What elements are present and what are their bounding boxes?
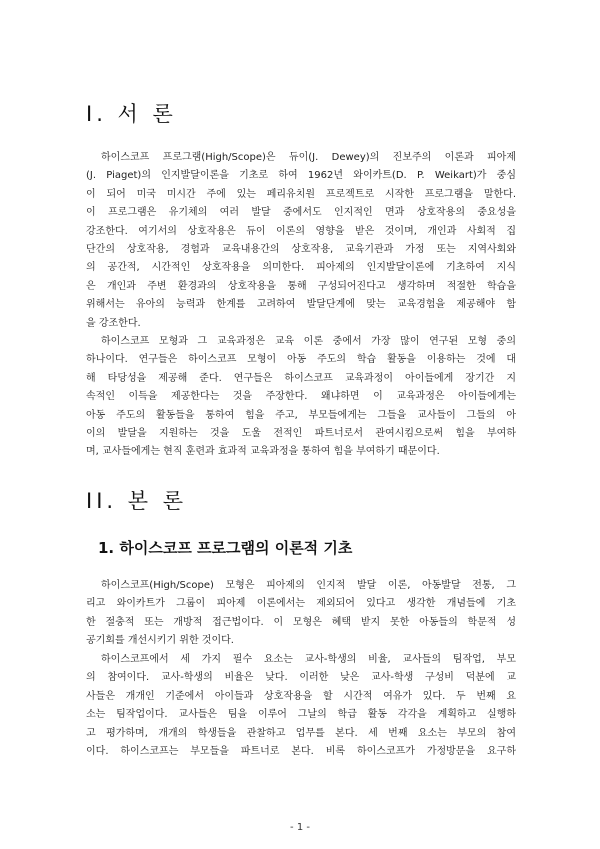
intro-paragraph-1 — [86, 149, 516, 333]
text-line: 의 공간적, 시간적인 상호작용을 의미한다. 피아제의 인지발달이론에 기초하여 지식 — [86, 262, 516, 274]
text-line: 속적인 이득을 제공한다는 것을 주장한다. 왜냐하면 이 교육과정은 아이들에게는 — [86, 391, 516, 403]
text-line: 한 절충적 또는 개방적 접근법이다. 이 모형은 혜택 받지 못한 아동들의 학문적 성 — [86, 616, 516, 628]
text-line: 단간의 상호작용, 경험과 교육내용간의 상호작용, 교육기관과 가정 또는 지역사회와 — [86, 243, 516, 255]
text-line: 이 프로그램은 유기체의 여러 발달 중에서도 인지적인 면과 상호작용의 중요성을 — [86, 207, 516, 219]
text-line: 하이스코프 프로그램(High/Scope)은 듀이(J. Dewey)의 진보주의 이론과 피아제 — [101, 152, 516, 163]
intro-paragraph-2 — [86, 333, 516, 462]
text-line: 하이스코프(High/Scope) 모형은 피아제의 인지적 발달 이론, 아동발달 전통, 그 — [101, 580, 516, 591]
text-line: 고 평가하며, 개개의 학생들을 관찰하고 업무를 본다. 세 번째 요소는 부모의 참여 — [86, 727, 516, 739]
text-line: 이의 발달을 지원하는 것을 도울 전적인 파트너로서 관여시킴으로써 힘을 부여하 — [86, 427, 516, 439]
body-paragraph-1 — [86, 577, 516, 651]
text-line: 이 되어 미국 미시간 주에 있는 페리유치원 프로젝트로 시작한 프로그램을 말한다. — [86, 188, 516, 200]
text-line: 위해서는 유아의 능력과 한계를 고려하여 발달단계에 맞는 교육경험을 제공해야 함 — [86, 299, 516, 311]
text-line: 해 타당성을 제공해 준다. 연구들은 하이스코프 교육과정이 아이들에게 장기간 지 — [86, 372, 516, 384]
text-line: 하이스코프에서 세 가지 필수 요소는 교사-학생의 비율, 교사들의 팀작업, 부모 — [101, 654, 516, 665]
text-line: 공기회를 개선시키기 위한 것이다. — [86, 635, 234, 647]
section-title-introduction: I. 서 론 — [86, 102, 177, 126]
section-title-main-body: II. 본 론 — [86, 489, 187, 513]
text-line: 하이스코프 모형과 그 교육과정은 교육 이론 중에서 가장 많이 연구된 모형 중의 — [101, 336, 516, 347]
body-paragraph-2 — [86, 651, 516, 761]
text-line: (J. Piaget)의 인지발달이론을 기초로 하여 1962년 와이카트(D. P. Weikart)가 중심 — [86, 170, 516, 182]
text-line: 을 강조한다. — [86, 317, 141, 329]
text-line: 며, 교사들에게는 현직 훈련과 효과적 교육과정을 통하여 힘을 부여하기 때문이다. — [86, 446, 440, 458]
text-line: 의 참여이다. 교사-학생의 비율은 낮다. 이러한 낮은 교사-학생 구성비 덕분에 교 — [86, 672, 516, 684]
text-line: 아동 주도의 활동들을 통하여 힘을 주고, 부모들에게는 그들을 교사들이 그들의 아 — [86, 409, 516, 421]
text-line: 리고 와이카트가 그룹이 피아제 이론에서는 제외되어 있다고 생각한 개념들에 기초 — [86, 598, 516, 610]
text-line: 이다. 하이스코프는 부모들을 파트너로 본다. 비록 하이스코프가 가정방문을 요구하 — [86, 745, 516, 757]
page-number: - 1 - — [290, 822, 310, 833]
text-line: 하나이다. 연구들은 하이스코프 모형이 아동 주도의 학습 활동을 이용하는 것에 대 — [86, 354, 516, 366]
text-line: 사들은 개개인 기준에서 아이들과 상호작용을 할 시간적 여유가 있다. 두 번째 요 — [86, 690, 516, 702]
text-line: 은 개인과 주변 환경과의 상호작용을 통해 구성되어진다고 생각하며 적절한 학습을 — [86, 280, 516, 292]
text-line: 강조한다. 여기서의 상호작용은 듀이 이론의 영향을 받은 것이며, 개인과 사회적 집 — [86, 225, 516, 237]
text-line: 소는 팀작업이다. 교사들은 팀을 이루어 그날의 학급 활동 각각을 계획하고 실행하 — [86, 709, 516, 721]
subsection-title: 1. 하이스코프 프로그램의 이론적 기초 — [98, 539, 353, 557]
